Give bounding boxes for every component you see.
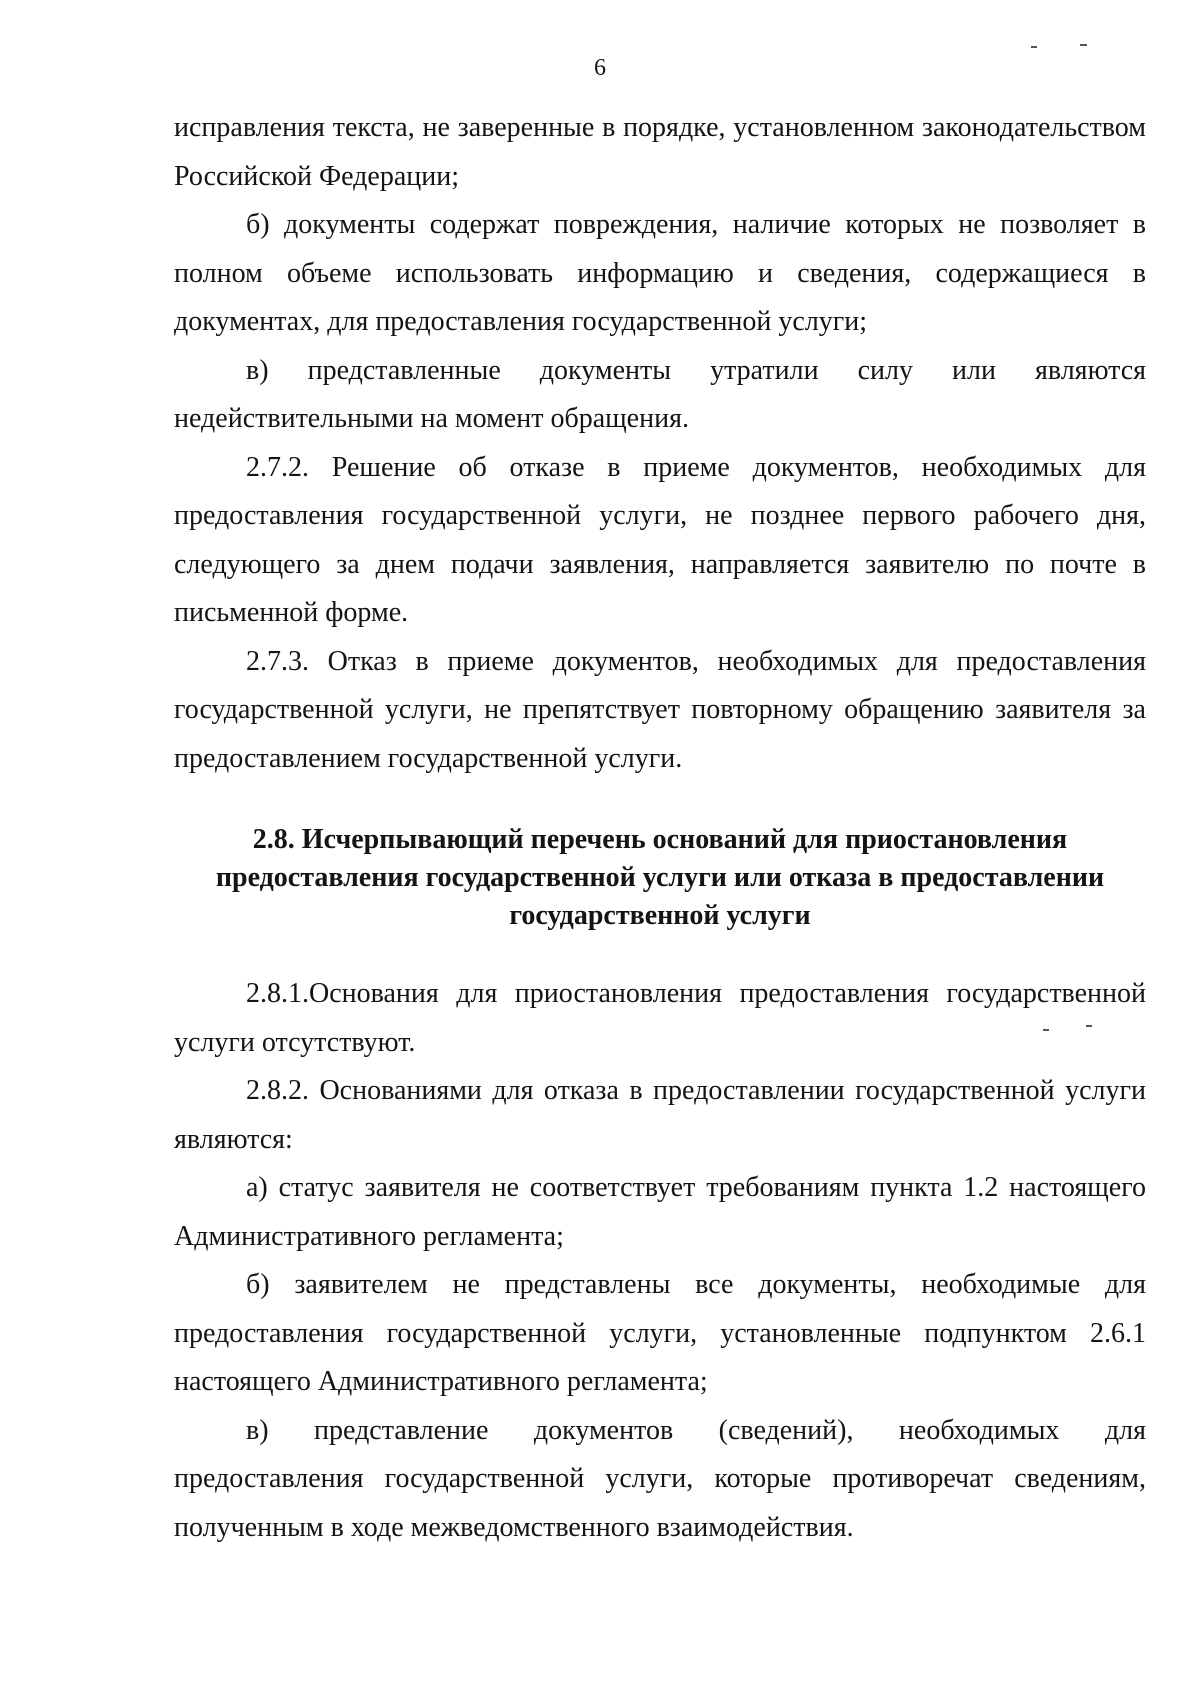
paragraph-2-8-2: 2.8.2. Основаниями для отказа в предоставлении государственной услуги являются: [174,1075,1146,1155]
paragraph-2-8-2-item-a: а) статус заявителя не соответствует требованиям пункта 1.2 настоящего Административного регламента; [174,1172,1146,1252]
paragraph-2-7-2: 2.7.2. Решение об отказе в приеме документов, необходимых для предоставления государственной услуги, не позднее первого рабочего дня, следующего за днем подачи заявления, направляется заявителю по почте в письменной форме. [174,451,1146,628]
paragraph-item-v: в) представленные документы утратили силу или являются недействительными на момент обращения. [174,354,1146,434]
paragraph-2-8-1: 2.8.1.Основания для приостановления предоставления государственной услуги отсутствуют. [174,978,1146,1058]
document-body [174,104,1146,1552]
paragraph-item-b: б) документы содержат повреждения, наличие которых не позволяет в полном объеме использовать информацию и сведения, содержащиеся в документах, для предоставления государственной услуги; [174,209,1146,337]
page-number: 6 [594,55,606,81]
scan-artifact [1086,1025,1092,1027]
scan-artifact [1043,1029,1049,1031]
paragraph-continuation: исправления текста, не заверенные в порядке, установленном законодательством Российской Федерации; [174,112,1146,192]
section-heading-2-8: 2.8. Исчерпывающий перечень оснований для приостановления предоставления государственной услуги или отказа в предоставлении государственной услуги [215,824,1105,931]
scan-artifact [1031,46,1037,48]
paragraph-2-7-3: 2.7.3. Отказ в приеме документов, необходимых для предоставления государственной услуги, не препятствует повторному обращению заявителя за предоставлением государственной услуги. [174,645,1146,774]
paragraph-2-8-2-item-v: в) представление документов (сведений), необходимых для предоставления государственной услуги, которые противоречат сведениям, полученным в ходе межведомственного взаимодействия. [174,1414,1146,1543]
paragraph-2-8-2-item-b: б) заявителем не представлены все документы, необходимые для предоставления государственной услуги, установленные подпунктом 2.6.1 настоящего Административного регламента; [174,1269,1146,1397]
scan-artifact [1080,44,1087,46]
